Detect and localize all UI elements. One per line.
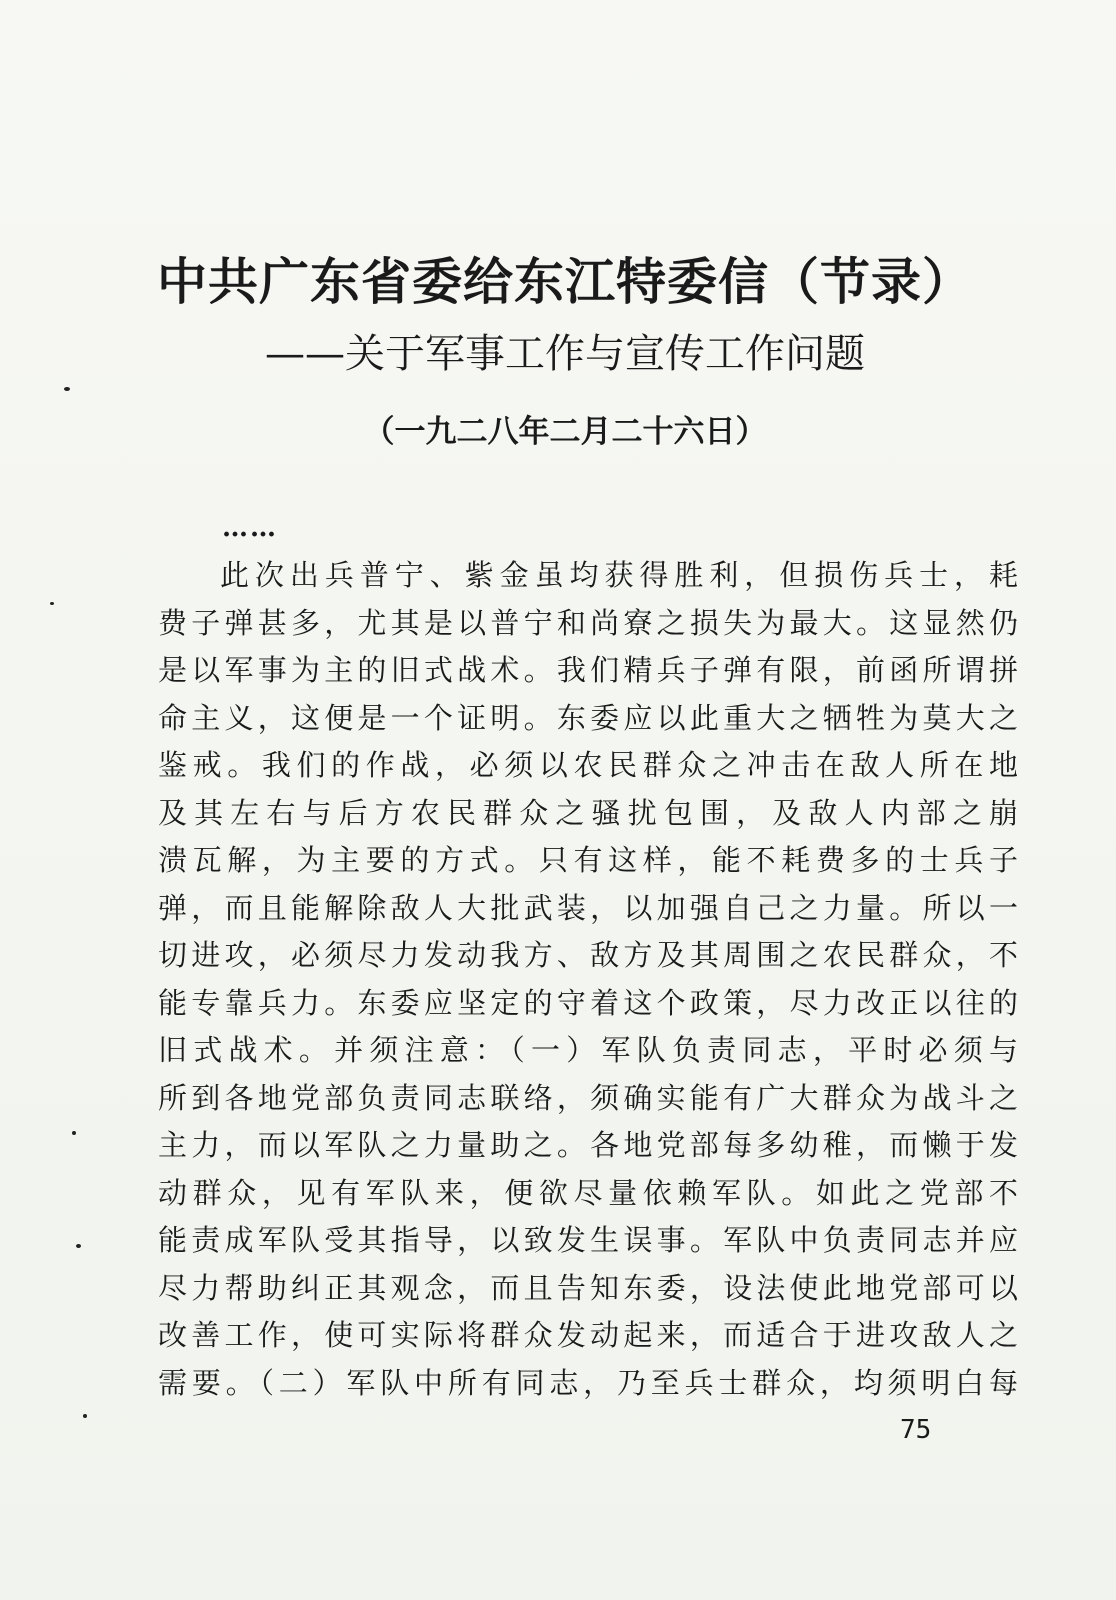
body-line: 溃瓦解，为主要的方式。只有这样，能不耗费多的士兵子 [158,843,1018,877]
scan-speck [83,1414,87,1418]
body-line: 主力，而以军队之力量助之。各地党部每多幼稚，而懒于发 [158,1128,1018,1162]
body-line: 此次出兵普宁、紫金虽均获得胜利，但损伤兵士，耗 [220,558,1018,592]
body-line: 及其左右与后方农民群众之骚扰包围，及敌人内部之崩 [158,795,1018,830]
body-line: 命主义，这便是一个证明。东委应以此重大之牺牲为莫大之 [158,700,1018,735]
body-line: 动群众，见有军队来，便欲尽量依赖军队。如此之党部不 [158,1175,1018,1210]
body-line: 所到各地党部负责同志联络，须确实能有广大群众为战斗之 [158,1080,1018,1115]
scan-speck [64,387,70,391]
scan-speck [76,1244,81,1248]
page-number: 75 [900,1415,932,1445]
scan-speck [50,602,54,605]
body-line: 需要。（二）军队中所有同志，乃至兵士群众，均须明白每 [158,1365,1018,1400]
body-line: 费子弹甚多，尤其是以普宁和尚寮之损失为最大。这显然仍 [158,605,1018,640]
body-line: 弹，而且能解除敌人大批武装，以加强自己之力量。所以一 [158,890,1018,925]
document-title: 中共广东省委给东江特委信（节录） [157,252,973,311]
document-date: （一九二八年二月二十六日） [363,414,767,450]
omission-mark: …… [222,513,278,543]
scan-speck [72,1131,76,1135]
body-line: 尽力帮助纠正其观念，而且告知东委，设法使此地党部可以 [158,1270,1018,1305]
body-line: 改善工作，使可实际将群众发动起来，而适合于进攻敌人之 [158,1318,1018,1352]
body-line: 鉴戒。我们的作战，必须以农民群众之冲击在敌人所在地 [158,748,1018,782]
body-text [158,552,1018,1407]
body-line: 能专靠兵力。东委应坚定的守着这个政策，尽力改正以往的 [158,985,1018,1020]
body-line: 能责成军队受其指导，以致发生误事。军队中负责同志并应 [158,1223,1018,1257]
body-line: 是以军事为主的旧式战术。我们精兵子弹有限，前函所谓拼 [158,653,1018,687]
body-line: 切进攻，必须尽力发动我方、敌方及其周围之农民群众，不 [158,938,1018,972]
body-line: 旧式战术。并须注意：（一）军队负责同志，平时必须与 [158,1033,1018,1067]
document-subtitle: ——关于军事工作与宣传工作问题 [265,331,865,377]
